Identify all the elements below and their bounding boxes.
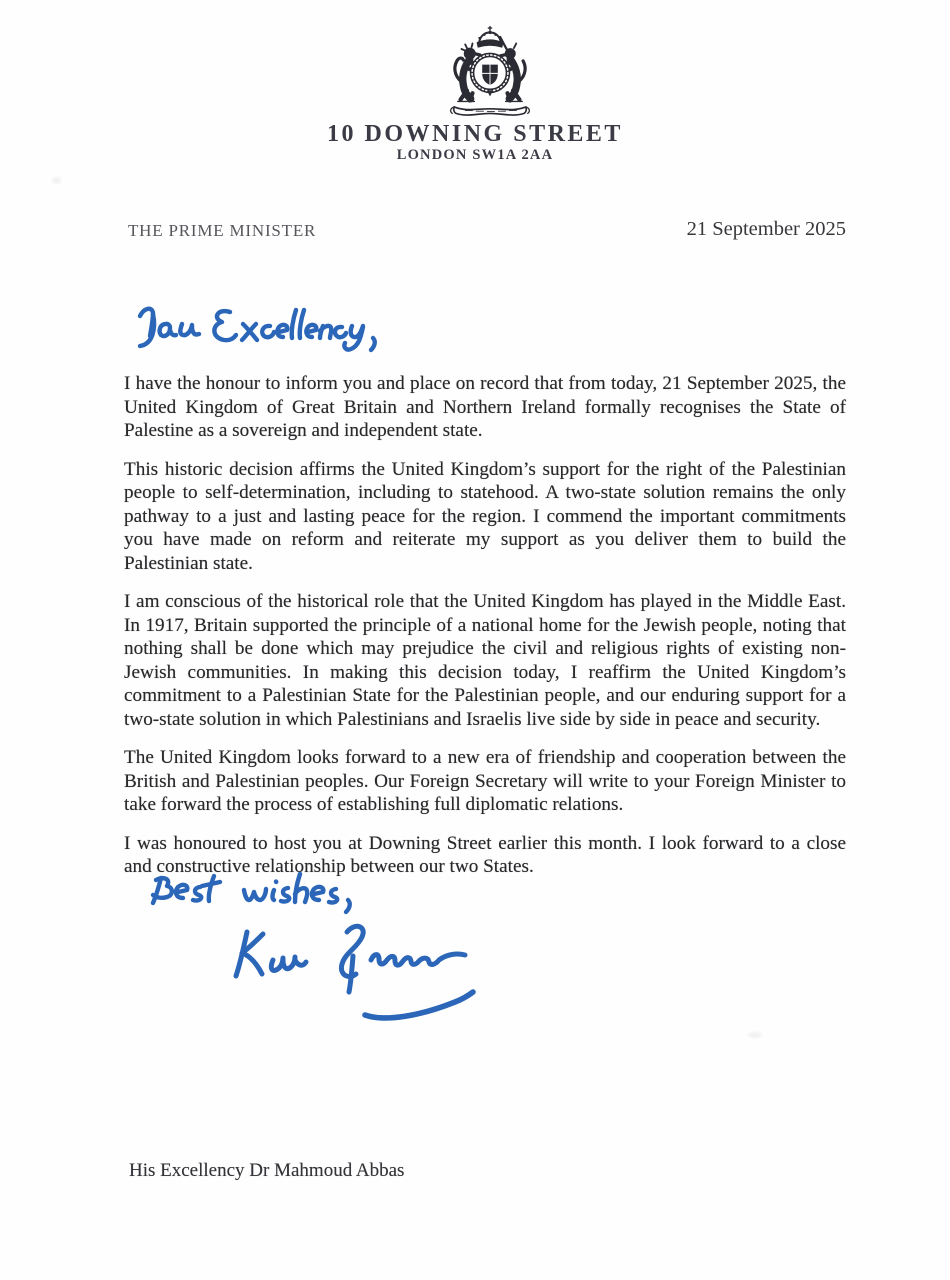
letterhead-address-line2: LONDON SW1A 2AA (396, 147, 554, 163)
signature-handwriting (225, 920, 525, 1025)
letter-paragraph-1: I have the honour to inform you and place on record that from today, 21 September 2025, the United Kingdom of Great Britain and Northern Ireland formally recognises the State of Palestine as a sovereign and independent state. (124, 373, 846, 441)
closing-handwriting (140, 868, 360, 924)
sender-title: THE PRIME MINISTER (128, 221, 317, 240)
recipient-line: His Excellency Dr Mahmoud Abbas (129, 1160, 405, 1181)
letter-paragraph-4: The United Kingdom looks forward to a new era of friendship and cooperation between the British and Palestinian peoples. Our Foreign Secretary will write to your Foreign Minister to take forward the process of establishing full diplomatic relations. (124, 747, 846, 815)
scan-smudge (52, 177, 61, 184)
letter-body (124, 372, 846, 894)
signature-flourish (365, 992, 473, 1018)
letter-paragraph-2: This historic decision affirms the United Kingdom’s support for the right of the Palestinian people to self-determination, including to statehood. A two-state solution remains the only pathway to a just and lasting peace for the region. I commend the important commitments you have made on reform and reiterate my support as you deliver them to build the Palestinian state. (124, 458, 846, 574)
scan-smudge (748, 1032, 762, 1038)
salutation-handwriting (130, 300, 420, 360)
royal-coat-of-arms-icon (421, 26, 559, 118)
letter-paragraph-3: I am conscious of the historical role that the United Kingdom has played in the Middle East. In 1917, Britain supported the principle of a national home for the Jewish people, noting that nothing shall be done which may prejudice the civil and religious rights of existing non-Jewish communities. In making this decision today, I reaffirm the United Kingdom’s commitment to a Palestinian State for the Palestinian people, and our enduring support for a two-state solution in which Palestinians and Israelis live side by side in peace and security. (124, 591, 846, 730)
letter-paragraph-5: I was honoured to host you at Downing Street earlier this month. I look forward to a close and constructive relationship between our two States. (124, 832, 846, 877)
letterhead-address-line1: 10 DOWNING STREET (327, 121, 623, 147)
letter-date: 21 September 2025 (686, 218, 846, 240)
